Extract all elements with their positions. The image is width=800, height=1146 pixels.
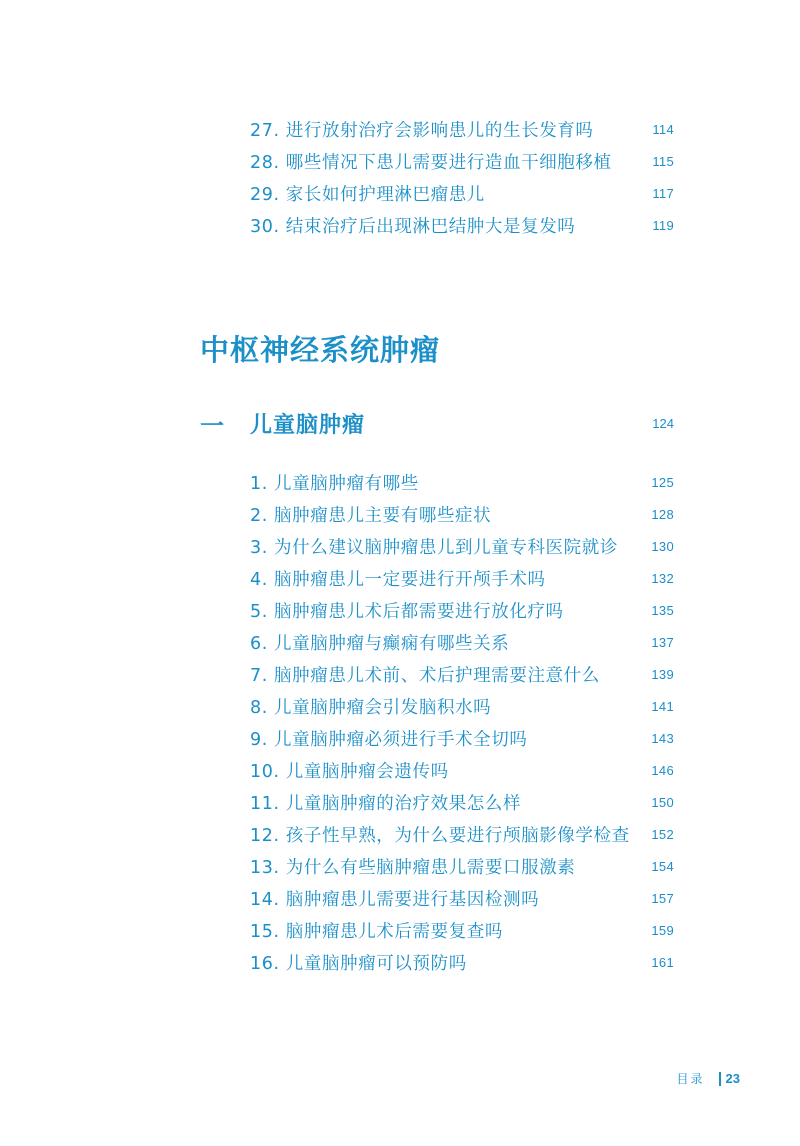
toc-item-label: 8. 儿童脑肿瘤会引发脑积水吗 [250, 697, 492, 718]
toc-item[interactable] [250, 565, 674, 591]
toc-item-label: 28. 哪些情况下患儿需要进行造血干细胞移植 [250, 152, 612, 173]
chapter-page: 124 [652, 415, 674, 431]
footer-page-number: 23 [725, 1071, 740, 1086]
toc-item-page: 132 [651, 570, 674, 586]
toc-item[interactable] [250, 725, 674, 751]
toc-item-page: 152 [651, 826, 674, 842]
toc-item-label: 2. 脑肿瘤患儿主要有哪些症状 [250, 505, 492, 526]
toc-item[interactable] [250, 116, 674, 142]
toc-item-label: 6. 儿童脑肿瘤与癫痫有哪些关系 [250, 633, 510, 654]
toc-item-label: 4. 脑肿瘤患儿一定要进行开颅手术吗 [250, 569, 546, 590]
toc-item-label: 15. 脑肿瘤患儿术后需要复查吗 [250, 921, 503, 942]
toc-item-page: 125 [651, 474, 674, 490]
toc-item-label: 30. 结束治疗后出现淋巴结肿大是复发吗 [250, 216, 576, 237]
section-title: 中枢神经系统肿瘤 [200, 333, 441, 367]
footer-label: 目录 [676, 1072, 705, 1086]
toc-item-page: 119 [652, 217, 674, 233]
toc-item[interactable] [250, 821, 674, 847]
toc-item[interactable] [250, 148, 674, 174]
toc-item-label: 29. 家长如何护理淋巴瘤患儿 [250, 184, 485, 205]
toc-item-label: 9. 儿童脑肿瘤必须进行手术全切吗 [250, 729, 528, 750]
toc-item-page: 161 [651, 954, 674, 970]
toc-item-label: 16. 儿童脑肿瘤可以预防吗 [250, 953, 467, 974]
toc-item[interactable] [250, 885, 674, 911]
toc-item-label: 14. 脑肿瘤患儿需要进行基因检测吗 [250, 889, 540, 910]
toc-item[interactable] [250, 469, 674, 495]
page-footer [677, 1070, 740, 1087]
toc-item-page: 128 [651, 506, 674, 522]
toc-item-page: 154 [651, 858, 674, 874]
toc-item[interactable] [250, 629, 674, 655]
toc-item-label: 1. 儿童脑肿瘤有哪些 [250, 473, 419, 494]
toc-item[interactable] [250, 757, 674, 783]
toc-item[interactable] [250, 949, 674, 975]
toc-item-page: 139 [651, 666, 674, 682]
toc-item-page: 135 [651, 602, 674, 618]
toc-item[interactable] [250, 180, 674, 206]
chapter-number: 一 [200, 411, 224, 440]
toc-item-label: 7. 脑肿瘤患儿术前、术后护理需要注意什么 [250, 665, 600, 686]
toc-item-label: 3. 为什么建议脑肿瘤患儿到儿童专科医院就诊 [250, 537, 618, 558]
toc-item[interactable] [250, 917, 674, 943]
toc-item-label: 12. 孩子性早熟，为什么要进行颅脑影像学检查 [250, 825, 630, 846]
toc-item-page: 143 [651, 730, 674, 746]
chapter-heading[interactable] [200, 406, 674, 440]
toc-item[interactable] [250, 533, 674, 559]
toc-item[interactable] [250, 853, 674, 879]
toc-item-page: 141 [651, 698, 674, 714]
toc-item-label: 13. 为什么有些脑肿瘤患儿需要口服激素 [250, 857, 576, 878]
toc-item-page: 146 [651, 762, 674, 778]
toc-item[interactable] [250, 597, 674, 623]
toc-item[interactable] [250, 789, 674, 815]
chapter-title: 儿童脑肿瘤 [250, 412, 366, 438]
toc-item-label: 11. 儿童脑肿瘤的治疗效果怎么样 [250, 793, 522, 814]
toc-item[interactable] [250, 661, 674, 687]
toc-item-page: 157 [651, 890, 674, 906]
toc-item-page: 159 [651, 922, 674, 938]
toc-item-page: 150 [651, 794, 674, 810]
toc-item-page: 137 [651, 634, 674, 650]
toc-item-page: 115 [652, 153, 674, 169]
toc-item[interactable] [250, 212, 674, 238]
toc-item-page: 117 [652, 185, 674, 201]
toc-item-page: 130 [651, 538, 674, 554]
toc-item[interactable] [250, 501, 674, 527]
footer-divider [719, 1072, 721, 1086]
toc-item-label: 5. 脑肿瘤患儿术后都需要进行放化疗吗 [250, 601, 564, 622]
toc-item-label: 10. 儿童脑肿瘤会遗传吗 [250, 761, 449, 782]
toc-item-label: 27. 进行放射治疗会影响患儿的生长发育吗 [250, 120, 594, 141]
toc-item[interactable] [250, 693, 674, 719]
toc-item-page: 114 [652, 121, 674, 137]
